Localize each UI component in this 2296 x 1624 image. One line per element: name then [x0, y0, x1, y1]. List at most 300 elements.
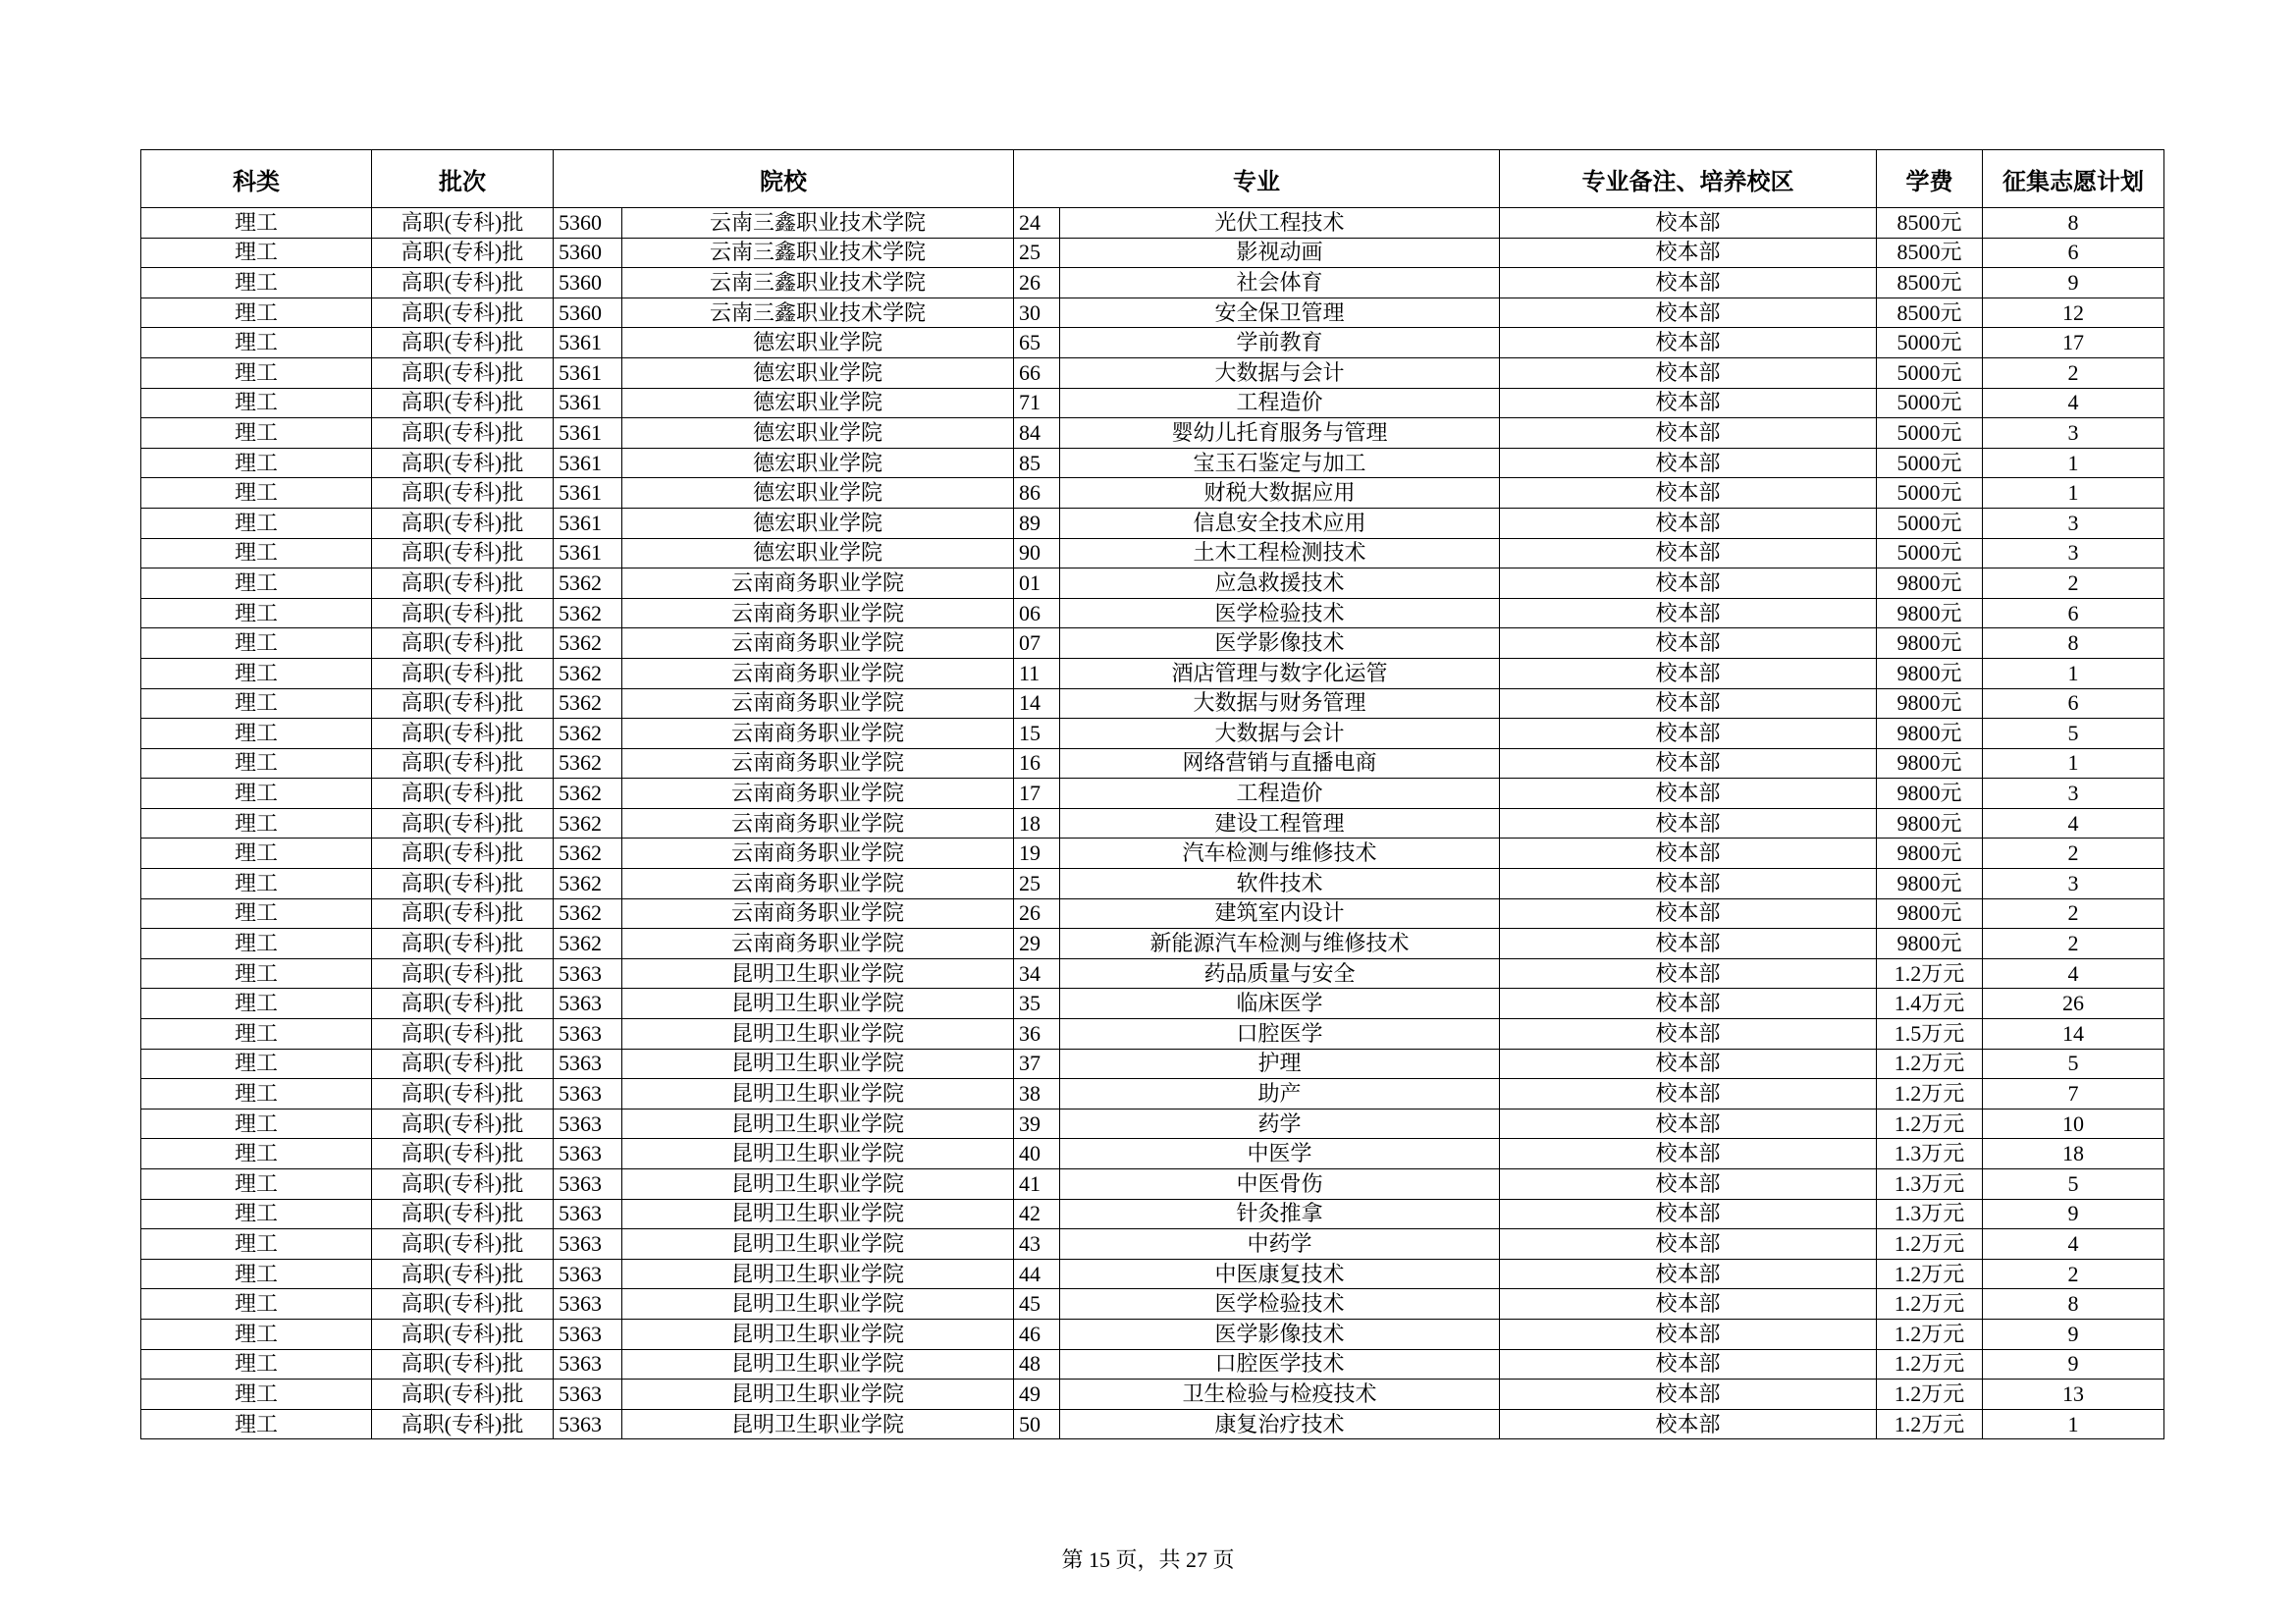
- cell-plan: 8: [1983, 1289, 2164, 1320]
- table-row: [141, 1409, 2164, 1439]
- cell-batch: 高职(专科)批: [372, 1229, 554, 1260]
- cell-institution-code: 5362: [554, 929, 622, 959]
- cell-institution-code: 5363: [554, 1169, 622, 1200]
- cell-institution-code: 5362: [554, 839, 622, 869]
- cell-plan: 1: [1983, 658, 2164, 688]
- table-row: [141, 1199, 2164, 1229]
- cell-institution-name: 云南商务职业学院: [622, 929, 1014, 959]
- cell-batch: 高职(专科)批: [372, 869, 554, 899]
- cell-major-code: 71: [1014, 388, 1060, 418]
- cell-remarks-campus: 校本部: [1500, 238, 1877, 268]
- cell-remarks-campus: 校本部: [1500, 208, 1877, 239]
- cell-major-name: 康复治疗技术: [1060, 1409, 1500, 1439]
- cell-plan: 17: [1983, 328, 2164, 358]
- table-header-row: [141, 150, 2164, 208]
- cell-batch: 高职(专科)批: [372, 298, 554, 328]
- cell-plan: 5: [1983, 719, 2164, 749]
- cell-institution-name: 昆明卫生职业学院: [622, 1349, 1014, 1380]
- cell-tuition: 9800元: [1877, 869, 1983, 899]
- cell-category: 理工: [141, 898, 372, 929]
- cell-tuition: 9800元: [1877, 898, 1983, 929]
- cell-remarks-campus: 校本部: [1500, 508, 1877, 538]
- cell-institution-code: 5361: [554, 508, 622, 538]
- cell-plan: 2: [1983, 839, 2164, 869]
- cell-remarks-campus: 校本部: [1500, 1409, 1877, 1439]
- cell-plan: 2: [1983, 898, 2164, 929]
- cell-remarks-campus: 校本部: [1500, 1139, 1877, 1169]
- cell-remarks-campus: 校本部: [1500, 1019, 1877, 1050]
- cell-category: 理工: [141, 238, 372, 268]
- cell-major-code: 37: [1014, 1049, 1060, 1079]
- cell-plan: 8: [1983, 628, 2164, 659]
- cell-batch: 高职(专科)批: [372, 388, 554, 418]
- cell-tuition: 5000元: [1877, 508, 1983, 538]
- cell-major-code: 40: [1014, 1139, 1060, 1169]
- header-major: 专业: [1014, 150, 1500, 208]
- table-row: [141, 568, 2164, 599]
- cell-plan: 1: [1983, 448, 2164, 478]
- table-row: [141, 478, 2164, 509]
- cell-category: 理工: [141, 1109, 372, 1139]
- cell-institution-name: 云南商务职业学院: [622, 568, 1014, 599]
- table-row: [141, 688, 2164, 719]
- cell-institution-name: 昆明卫生职业学院: [622, 1229, 1014, 1260]
- cell-category: 理工: [141, 719, 372, 749]
- admissions-table-container: [140, 149, 2163, 1439]
- cell-remarks-campus: 校本部: [1500, 538, 1877, 568]
- table-row: [141, 1229, 2164, 1260]
- table-row: [141, 238, 2164, 268]
- cell-plan: 3: [1983, 418, 2164, 449]
- cell-plan: 3: [1983, 508, 2164, 538]
- cell-institution-code: 5363: [554, 1019, 622, 1050]
- cell-batch: 高职(专科)批: [372, 1409, 554, 1439]
- cell-major-name: 医学影像技术: [1060, 628, 1500, 659]
- cell-major-code: 14: [1014, 688, 1060, 719]
- cell-major-name: 婴幼儿托育服务与管理: [1060, 418, 1500, 449]
- cell-remarks-campus: 校本部: [1500, 898, 1877, 929]
- cell-institution-name: 德宏职业学院: [622, 538, 1014, 568]
- cell-institution-name: 云南商务职业学院: [622, 628, 1014, 659]
- cell-institution-name: 云南三鑫职业技术学院: [622, 238, 1014, 268]
- cell-institution-name: 德宏职业学院: [622, 478, 1014, 509]
- table-row: [141, 328, 2164, 358]
- cell-batch: 高职(专科)批: [372, 989, 554, 1019]
- table-row: [141, 1019, 2164, 1050]
- cell-major-code: 84: [1014, 418, 1060, 449]
- cell-institution-code: 5363: [554, 1319, 622, 1349]
- cell-institution-name: 昆明卫生职业学院: [622, 1079, 1014, 1110]
- cell-major-name: 口腔医学: [1060, 1019, 1500, 1050]
- cell-institution-code: 5362: [554, 688, 622, 719]
- table-row: [141, 508, 2164, 538]
- cell-major-name: 中医骨伤: [1060, 1169, 1500, 1200]
- table-row: [141, 898, 2164, 929]
- cell-plan: 1: [1983, 748, 2164, 779]
- table-row: [141, 538, 2164, 568]
- cell-remarks-campus: 校本部: [1500, 808, 1877, 839]
- cell-category: 理工: [141, 1289, 372, 1320]
- cell-major-code: 86: [1014, 478, 1060, 509]
- table-row: [141, 298, 2164, 328]
- cell-institution-name: 德宏职业学院: [622, 388, 1014, 418]
- cell-major-name: 信息安全技术应用: [1060, 508, 1500, 538]
- cell-major-code: 24: [1014, 208, 1060, 239]
- cell-plan: 4: [1983, 388, 2164, 418]
- table-row: [141, 658, 2164, 688]
- table-row: [141, 719, 2164, 749]
- table-row: [141, 1109, 2164, 1139]
- cell-category: 理工: [141, 808, 372, 839]
- cell-tuition: 1.2万元: [1877, 1109, 1983, 1139]
- cell-institution-code: 5362: [554, 628, 622, 659]
- cell-plan: 6: [1983, 598, 2164, 628]
- cell-institution-code: 5361: [554, 478, 622, 509]
- table-row: [141, 418, 2164, 449]
- cell-batch: 高职(专科)批: [372, 1019, 554, 1050]
- cell-institution-code: 5361: [554, 388, 622, 418]
- cell-tuition: 9800元: [1877, 658, 1983, 688]
- header-category: 科类: [141, 150, 372, 208]
- table-row: [141, 1259, 2164, 1289]
- cell-tuition: 5000元: [1877, 418, 1983, 449]
- cell-tuition: 9800元: [1877, 719, 1983, 749]
- cell-batch: 高职(专科)批: [372, 508, 554, 538]
- cell-batch: 高职(专科)批: [372, 958, 554, 989]
- cell-batch: 高职(专科)批: [372, 238, 554, 268]
- cell-tuition: 1.3万元: [1877, 1169, 1983, 1200]
- cell-batch: 高职(专科)批: [372, 538, 554, 568]
- table-row: [141, 929, 2164, 959]
- cell-institution-name: 昆明卫生职业学院: [622, 1409, 1014, 1439]
- cell-category: 理工: [141, 388, 372, 418]
- cell-tuition: 9800元: [1877, 839, 1983, 869]
- cell-plan: 9: [1983, 1199, 2164, 1229]
- cell-remarks-campus: 校本部: [1500, 839, 1877, 869]
- cell-major-name: 影视动画: [1060, 238, 1500, 268]
- cell-batch: 高职(专科)批: [372, 1109, 554, 1139]
- cell-batch: 高职(专科)批: [372, 448, 554, 478]
- cell-major-name: 应急救援技术: [1060, 568, 1500, 599]
- cell-batch: 高职(专科)批: [372, 598, 554, 628]
- cell-major-code: 85: [1014, 448, 1060, 478]
- table-row: [141, 748, 2164, 779]
- cell-batch: 高职(专科)批: [372, 1079, 554, 1110]
- cell-institution-code: 5362: [554, 598, 622, 628]
- cell-batch: 高职(专科)批: [372, 898, 554, 929]
- table-row: [141, 958, 2164, 989]
- cell-major-name: 社会体育: [1060, 268, 1500, 298]
- cell-institution-name: 昆明卫生职业学院: [622, 1319, 1014, 1349]
- cell-category: 理工: [141, 1319, 372, 1349]
- cell-tuition: 9800元: [1877, 628, 1983, 659]
- cell-batch: 高职(专科)批: [372, 1319, 554, 1349]
- cell-plan: 12: [1983, 298, 2164, 328]
- cell-plan: 10: [1983, 1109, 2164, 1139]
- cell-institution-code: 5362: [554, 658, 622, 688]
- cell-remarks-campus: 校本部: [1500, 598, 1877, 628]
- cell-tuition: 9800元: [1877, 748, 1983, 779]
- cell-plan: 9: [1983, 268, 2164, 298]
- cell-remarks-campus: 校本部: [1500, 1229, 1877, 1260]
- cell-institution-code: 5362: [554, 568, 622, 599]
- cell-plan: 6: [1983, 238, 2164, 268]
- cell-batch: 高职(专科)批: [372, 357, 554, 388]
- cell-tuition: 1.3万元: [1877, 1139, 1983, 1169]
- cell-institution-code: 5362: [554, 748, 622, 779]
- cell-category: 理工: [141, 628, 372, 659]
- cell-major-code: 44: [1014, 1259, 1060, 1289]
- table-row: [141, 628, 2164, 659]
- cell-batch: 高职(专科)批: [372, 1049, 554, 1079]
- cell-major-code: 36: [1014, 1019, 1060, 1050]
- cell-institution-code: 5363: [554, 989, 622, 1019]
- cell-plan: 5: [1983, 1169, 2164, 1200]
- cell-tuition: 5000元: [1877, 328, 1983, 358]
- cell-batch: 高职(专科)批: [372, 779, 554, 809]
- cell-major-code: 15: [1014, 719, 1060, 749]
- cell-institution-name: 昆明卫生职业学院: [622, 958, 1014, 989]
- cell-category: 理工: [141, 869, 372, 899]
- cell-remarks-campus: 校本部: [1500, 418, 1877, 449]
- cell-remarks-campus: 校本部: [1500, 1349, 1877, 1380]
- cell-major-name: 中医学: [1060, 1139, 1500, 1169]
- cell-institution-name: 昆明卫生职业学院: [622, 1019, 1014, 1050]
- cell-category: 理工: [141, 1349, 372, 1380]
- cell-category: 理工: [141, 328, 372, 358]
- table-row: [141, 448, 2164, 478]
- cell-institution-name: 昆明卫生职业学院: [622, 1169, 1014, 1200]
- cell-tuition: 1.3万元: [1877, 1199, 1983, 1229]
- cell-major-code: 42: [1014, 1199, 1060, 1229]
- cell-remarks-campus: 校本部: [1500, 1109, 1877, 1139]
- cell-institution-code: 5363: [554, 1289, 622, 1320]
- cell-institution-code: 5361: [554, 328, 622, 358]
- cell-tuition: 1.2万元: [1877, 1259, 1983, 1289]
- cell-batch: 高职(专科)批: [372, 268, 554, 298]
- cell-institution-code: 5363: [554, 1079, 622, 1110]
- header-institution: 院校: [554, 150, 1014, 208]
- cell-batch: 高职(专科)批: [372, 418, 554, 449]
- cell-institution-code: 5360: [554, 298, 622, 328]
- cell-category: 理工: [141, 688, 372, 719]
- cell-batch: 高职(专科)批: [372, 328, 554, 358]
- cell-tuition: 1.2万元: [1877, 958, 1983, 989]
- cell-major-name: 口腔医学技术: [1060, 1349, 1500, 1380]
- cell-category: 理工: [141, 1259, 372, 1289]
- cell-major-name: 工程造价: [1060, 388, 1500, 418]
- cell-category: 理工: [141, 658, 372, 688]
- cell-major-name: 学前教育: [1060, 328, 1500, 358]
- cell-category: 理工: [141, 929, 372, 959]
- cell-remarks-campus: 校本部: [1500, 478, 1877, 509]
- cell-major-name: 汽车检测与维修技术: [1060, 839, 1500, 869]
- cell-institution-code: 5363: [554, 1259, 622, 1289]
- cell-institution-name: 德宏职业学院: [622, 508, 1014, 538]
- cell-tuition: 1.2万元: [1877, 1049, 1983, 1079]
- table-row: [141, 1049, 2164, 1079]
- cell-major-code: 30: [1014, 298, 1060, 328]
- cell-remarks-campus: 校本部: [1500, 628, 1877, 659]
- cell-plan: 2: [1983, 929, 2164, 959]
- cell-institution-code: 5361: [554, 418, 622, 449]
- cell-category: 理工: [141, 1079, 372, 1110]
- cell-major-name: 医学影像技术: [1060, 1319, 1500, 1349]
- cell-institution-code: 5361: [554, 357, 622, 388]
- cell-major-code: 29: [1014, 929, 1060, 959]
- cell-plan: 13: [1983, 1380, 2164, 1410]
- cell-major-code: 66: [1014, 357, 1060, 388]
- cell-major-code: 35: [1014, 989, 1060, 1019]
- table-row: [141, 839, 2164, 869]
- cell-institution-name: 昆明卫生职业学院: [622, 1259, 1014, 1289]
- cell-major-code: 16: [1014, 748, 1060, 779]
- cell-major-name: 卫生检验与检疫技术: [1060, 1380, 1500, 1410]
- table-row: [141, 1380, 2164, 1410]
- cell-remarks-campus: 校本部: [1500, 568, 1877, 599]
- cell-plan: 2: [1983, 1259, 2164, 1289]
- cell-institution-name: 德宏职业学院: [622, 357, 1014, 388]
- cell-plan: 1: [1983, 478, 2164, 509]
- table-row: [141, 1139, 2164, 1169]
- cell-plan: 3: [1983, 779, 2164, 809]
- cell-remarks-campus: 校本部: [1500, 958, 1877, 989]
- cell-major-code: 41: [1014, 1169, 1060, 1200]
- cell-major-code: 89: [1014, 508, 1060, 538]
- cell-major-code: 19: [1014, 839, 1060, 869]
- cell-institution-code: 5363: [554, 1409, 622, 1439]
- cell-batch: 高职(专科)批: [372, 1259, 554, 1289]
- cell-institution-code: 5362: [554, 779, 622, 809]
- header-plan: 征集志愿计划: [1983, 150, 2164, 208]
- cell-tuition: 8500元: [1877, 238, 1983, 268]
- cell-plan: 5: [1983, 1049, 2164, 1079]
- cell-remarks-campus: 校本部: [1500, 748, 1877, 779]
- table-row: [141, 808, 2164, 839]
- cell-major-code: 18: [1014, 808, 1060, 839]
- cell-major-name: 建筑室内设计: [1060, 898, 1500, 929]
- cell-category: 理工: [141, 568, 372, 599]
- cell-institution-code: 5360: [554, 268, 622, 298]
- cell-remarks-campus: 校本部: [1500, 357, 1877, 388]
- cell-plan: 6: [1983, 688, 2164, 719]
- cell-plan: 14: [1983, 1019, 2164, 1050]
- cell-institution-code: 5362: [554, 869, 622, 899]
- cell-major-name: 财税大数据应用: [1060, 478, 1500, 509]
- cell-institution-name: 昆明卫生职业学院: [622, 1109, 1014, 1139]
- cell-batch: 高职(专科)批: [372, 1169, 554, 1200]
- cell-major-name: 药学: [1060, 1109, 1500, 1139]
- table-row: [141, 357, 2164, 388]
- cell-category: 理工: [141, 1049, 372, 1079]
- cell-tuition: 9800元: [1877, 568, 1983, 599]
- cell-institution-name: 昆明卫生职业学院: [622, 1139, 1014, 1169]
- cell-institution-name: 云南三鑫职业技术学院: [622, 208, 1014, 239]
- cell-batch: 高职(专科)批: [372, 929, 554, 959]
- cell-batch: 高职(专科)批: [372, 748, 554, 779]
- cell-institution-name: 云南商务职业学院: [622, 598, 1014, 628]
- cell-remarks-campus: 校本部: [1500, 989, 1877, 1019]
- cell-major-name: 临床医学: [1060, 989, 1500, 1019]
- cell-category: 理工: [141, 1409, 372, 1439]
- header-batch: 批次: [372, 150, 554, 208]
- cell-major-code: 11: [1014, 658, 1060, 688]
- cell-major-name: 中医康复技术: [1060, 1259, 1500, 1289]
- cell-batch: 高职(专科)批: [372, 839, 554, 869]
- cell-major-code: 01: [1014, 568, 1060, 599]
- cell-tuition: 5000元: [1877, 448, 1983, 478]
- cell-major-name: 宝玉石鉴定与加工: [1060, 448, 1500, 478]
- cell-institution-code: 5363: [554, 958, 622, 989]
- cell-remarks-campus: 校本部: [1500, 929, 1877, 959]
- table-row: [141, 598, 2164, 628]
- cell-batch: 高职(专科)批: [372, 1289, 554, 1320]
- admissions-table: [140, 149, 2164, 1439]
- cell-major-code: 34: [1014, 958, 1060, 989]
- cell-major-code: 17: [1014, 779, 1060, 809]
- cell-major-name: 新能源汽车检测与维修技术: [1060, 929, 1500, 959]
- cell-remarks-campus: 校本部: [1500, 1199, 1877, 1229]
- cell-remarks-campus: 校本部: [1500, 658, 1877, 688]
- cell-major-name: 酒店管理与数字化运管: [1060, 658, 1500, 688]
- cell-tuition: 9800元: [1877, 598, 1983, 628]
- cell-institution-code: 5363: [554, 1109, 622, 1139]
- cell-major-name: 工程造价: [1060, 779, 1500, 809]
- cell-institution-code: 5363: [554, 1229, 622, 1260]
- cell-remarks-campus: 校本部: [1500, 1380, 1877, 1410]
- cell-batch: 高职(专科)批: [372, 568, 554, 599]
- cell-batch: 高职(专科)批: [372, 1199, 554, 1229]
- table-row: [141, 1169, 2164, 1200]
- cell-tuition: 5000元: [1877, 388, 1983, 418]
- cell-institution-code: 5361: [554, 538, 622, 568]
- cell-remarks-campus: 校本部: [1500, 1319, 1877, 1349]
- cell-remarks-campus: 校本部: [1500, 779, 1877, 809]
- cell-institution-name: 云南商务职业学院: [622, 658, 1014, 688]
- cell-remarks-campus: 校本部: [1500, 1169, 1877, 1200]
- cell-category: 理工: [141, 748, 372, 779]
- cell-major-code: 45: [1014, 1289, 1060, 1320]
- cell-major-code: 06: [1014, 598, 1060, 628]
- cell-institution-name: 云南商务职业学院: [622, 898, 1014, 929]
- cell-plan: 2: [1983, 357, 2164, 388]
- cell-major-code: 49: [1014, 1380, 1060, 1410]
- cell-major-name: 中药学: [1060, 1229, 1500, 1260]
- cell-institution-code: 5363: [554, 1349, 622, 1380]
- cell-institution-code: 5360: [554, 208, 622, 239]
- cell-institution-name: 云南三鑫职业技术学院: [622, 298, 1014, 328]
- cell-category: 理工: [141, 598, 372, 628]
- cell-remarks-campus: 校本部: [1500, 719, 1877, 749]
- cell-plan: 4: [1983, 808, 2164, 839]
- table-row: [141, 1349, 2164, 1380]
- cell-major-name: 安全保卫管理: [1060, 298, 1500, 328]
- cell-category: 理工: [141, 508, 372, 538]
- cell-remarks-campus: 校本部: [1500, 1049, 1877, 1079]
- cell-tuition: 9800元: [1877, 929, 1983, 959]
- cell-major-code: 38: [1014, 1079, 1060, 1110]
- cell-tuition: 5000元: [1877, 478, 1983, 509]
- cell-plan: 26: [1983, 989, 2164, 1019]
- cell-institution-name: 云南商务职业学院: [622, 688, 1014, 719]
- cell-batch: 高职(专科)批: [372, 1139, 554, 1169]
- cell-tuition: 9800元: [1877, 779, 1983, 809]
- cell-institution-code: 5362: [554, 898, 622, 929]
- cell-plan: 4: [1983, 1229, 2164, 1260]
- cell-tuition: 8500元: [1877, 268, 1983, 298]
- cell-category: 理工: [141, 268, 372, 298]
- cell-major-code: 26: [1014, 898, 1060, 929]
